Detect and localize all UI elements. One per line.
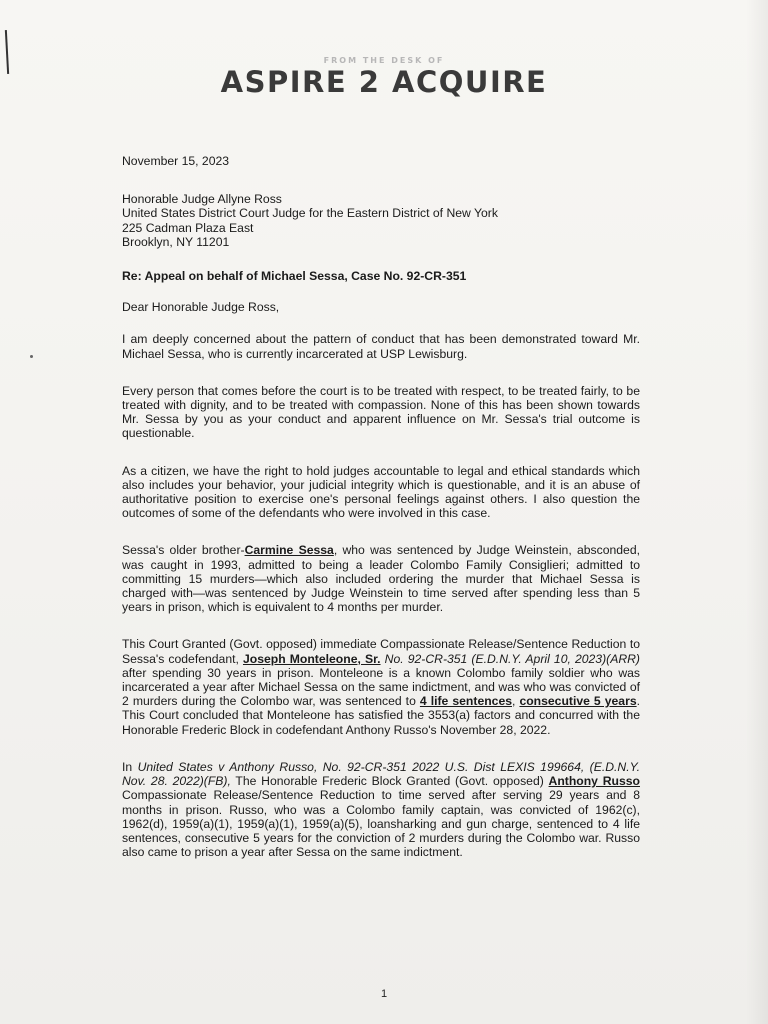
name-joseph-monteleone: Joseph Monteleone, Sr. bbox=[242, 651, 381, 666]
emphasis-consecutive-years: consecutive 5 years bbox=[519, 694, 637, 709]
case-citation: United States v Anthony Russo, No. 92-CR-351 2022 U.S. Dist LEXIS 199664, (E.D.N.Y. Nov. 28. 2022)(FB), bbox=[122, 759, 640, 789]
emphasis-life-sentences: 4 life sentences bbox=[419, 694, 512, 709]
recipient-city: Brooklyn, NY 11201 bbox=[122, 234, 230, 249]
paper-speck bbox=[30, 355, 33, 358]
text-segment: The Honorable Frederic Block Granted (Govt. opposed) bbox=[230, 774, 549, 789]
paragraph-respect: Every person that comes before the court is to be treated with respect, to be treated fairly, to be treated with dignity, and to be treated with compassion. None of this has been shown towards Mr. Sessa by you as your conduct and apparent influence on Mr. Sessa's trial outcome is questionable. bbox=[122, 383, 640, 441]
recipient-address bbox=[122, 192, 640, 249]
name-carmine-sessa: Carmine Sessa bbox=[244, 543, 334, 558]
letter-body bbox=[122, 154, 640, 882]
paragraph-carmine-sessa bbox=[122, 543, 640, 614]
paragraph-russo bbox=[122, 760, 640, 859]
recipient-name: Honorable Judge Allyne Ross bbox=[122, 192, 282, 207]
letterhead-subtitle: FROM THE DESK OF bbox=[323, 56, 445, 65]
paragraph-accountability: As a citizen, we have the right to hold judges accountable to legal and ethical standards which also includes your behavior, your judicial integrity which is questionable, and it is an abuse of authoritative position to exercise one's personal feelings against others. I also question the outcomes of some of the defendants who were involved in this case. bbox=[122, 463, 640, 521]
text-segment: Compassionate Release/Sentence Reduction to time served after serving 29 years and 8 months in prison. Russo, who was a Colombo family captain, was convicted of 1962(c), 1962(d), 1959(a)(1), 1959(a)(1), 1959(a)(5), loansharking and gun charge, sentenced to 4 life sentences, consecutive 5 years for the conviction of 2 murders during the Colombo war. Russo also came to prison a year after Sessa on the same indictment. bbox=[122, 788, 640, 860]
text-segment: This Court Granted (Govt. opposed) immediate Compassionate Release/Sentence Reduction to Sessa's codefendant, bbox=[122, 637, 640, 666]
text-segment: . This Court concluded that Monteleone has satisfied the 3553(a) factors and concurred with the Honorable Frederic Block in codefendant Anthony Russo's November 28, 2022. bbox=[122, 694, 640, 737]
text-segment: Sessa's older brother- bbox=[122, 543, 245, 558]
recipient-street: 225 Cadman Plaza East bbox=[122, 220, 254, 235]
page-edge-shadow bbox=[746, 0, 768, 1024]
text-segment: , bbox=[512, 694, 520, 709]
recipient-position: United States District Court Judge for the Eastern District of New York bbox=[122, 206, 498, 221]
subject-line: Re: Appeal on behalf of Michael Sessa, Case No. 92-CR-351 bbox=[122, 269, 467, 284]
name-anthony-russo: Anthony Russo bbox=[548, 774, 640, 789]
text-segment: In bbox=[122, 759, 138, 774]
paragraph-concern: I am deeply concerned about the pattern of conduct that has been demonstrated toward Mr. Michael Sessa, who is currently incarcerated at USP Lewisburg. bbox=[122, 332, 640, 361]
paragraph-monteleone bbox=[122, 637, 640, 736]
letterhead bbox=[0, 56, 768, 99]
letter-date: November 15, 2023 bbox=[122, 154, 230, 168]
page-number: 1 bbox=[380, 988, 388, 1000]
text-segment: after spending 30 years in prison. Monteleone is a known Colombo family soldier who was incarcerated a year after Michael Sessa on the same indictment, and was who was convicted of 2 murders during the Colombo war, was sentenced to bbox=[122, 665, 640, 709]
letterhead-title: ASPIRE 2 ACQUIRE bbox=[220, 65, 548, 99]
salutation: Dear Honorable Judge Ross, bbox=[122, 300, 280, 315]
text-segment: , who was sentenced by Judge Weinstein, absconded, was caught in 1993, admitted to being a leader Colombo Family Consiglieri; admitted to committing 15 murders—which also included ordering the murder that Michael Sessa is charged with—was sentenced by Judge Weinstein to time served after spending less than 5 years in prison, which is equivalent to 4 months per murder. bbox=[122, 543, 640, 615]
case-citation: No. 92-CR-351 (E.D.N.Y. April 10, 2023)(ARR) bbox=[380, 651, 640, 666]
